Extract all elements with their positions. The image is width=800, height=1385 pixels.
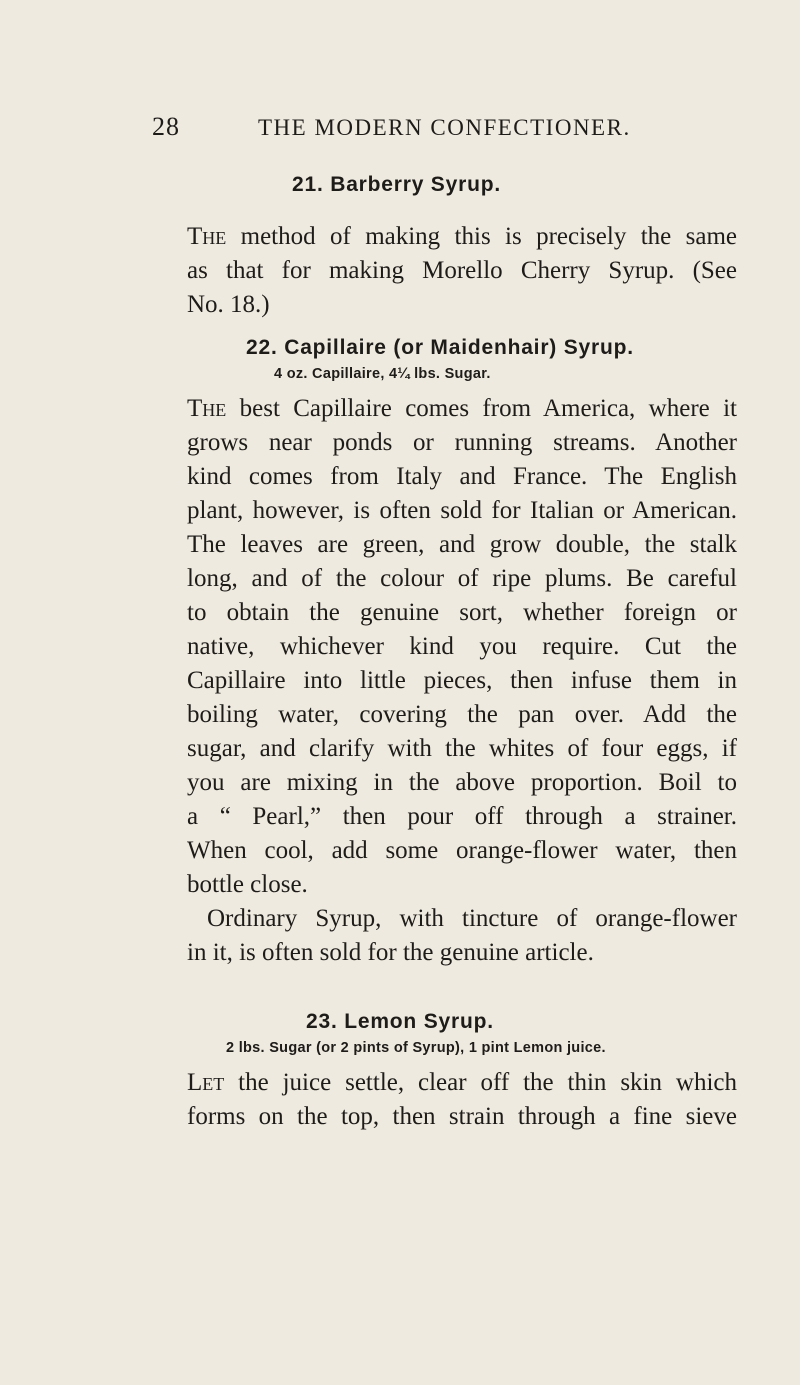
- text-line: in it, is often sold for the genuine article.: [187, 939, 594, 966]
- page-header: [0, 112, 800, 142]
- text-line: The best Capillaire comes from America, where it: [187, 395, 737, 422]
- page-number: 28: [152, 112, 180, 141]
- ingredients-line: 4 oz. Capillaire, 4¼ lbs. Sugar.: [274, 366, 491, 382]
- text-line: When cool, add some orange-flower water, then: [187, 837, 737, 864]
- text-line: Ordinary Syrup, with tincture of orange-flower: [207, 905, 737, 932]
- text-line: kind comes from Italy and France. The English: [187, 463, 737, 490]
- text-line: a “ Pearl,” then pour off through a strainer.: [187, 803, 737, 830]
- text-line: native, whichever kind you require. Cut the: [187, 633, 737, 660]
- text-line: bottle close.: [187, 871, 308, 898]
- running-head: THE MODERN CONFECTIONER.: [258, 115, 631, 140]
- text-line: sugar, and clarify with the whites of four eggs, if: [187, 735, 737, 762]
- text-line: forms on the top, then strain through a fine sieve: [187, 1103, 737, 1130]
- recipe-heading-21: 21. Barberry Syrup.: [292, 173, 501, 196]
- text-line: boiling water, covering the pan over. Add the: [187, 701, 737, 728]
- text-line: The leaves are green, and grow double, the stalk: [187, 531, 737, 558]
- text-line: long, and of the colour of ripe plums. Be careful: [187, 565, 737, 592]
- ingredients-line: 2 lbs. Sugar (or 2 pints of Syrup), 1 pint Lemon juice.: [226, 1040, 606, 1056]
- text-line: No. 18.): [187, 291, 270, 318]
- text-line: The method of making this is precisely the same: [187, 223, 737, 250]
- text-line: Capillaire into little pieces, then infuse them in: [187, 667, 737, 694]
- text-line: plant, however, is often sold for Italian or American.: [187, 497, 737, 524]
- recipe-heading-23: 23. Lemon Syrup.: [306, 1010, 494, 1033]
- text-line: you are mixing in the above proportion. Boil to: [187, 769, 737, 796]
- text-line: Let the juice settle, clear off the thin skin which: [187, 1069, 737, 1096]
- recipe-heading-22: 22. Capillaire (or Maidenhair) Syrup.: [246, 336, 634, 359]
- text-line: as that for making Morello Cherry Syrup. (See: [187, 257, 737, 284]
- text-line: to obtain the genuine sort, whether foreign or: [187, 599, 737, 626]
- text-line: grows near ponds or running streams. Another: [187, 429, 737, 456]
